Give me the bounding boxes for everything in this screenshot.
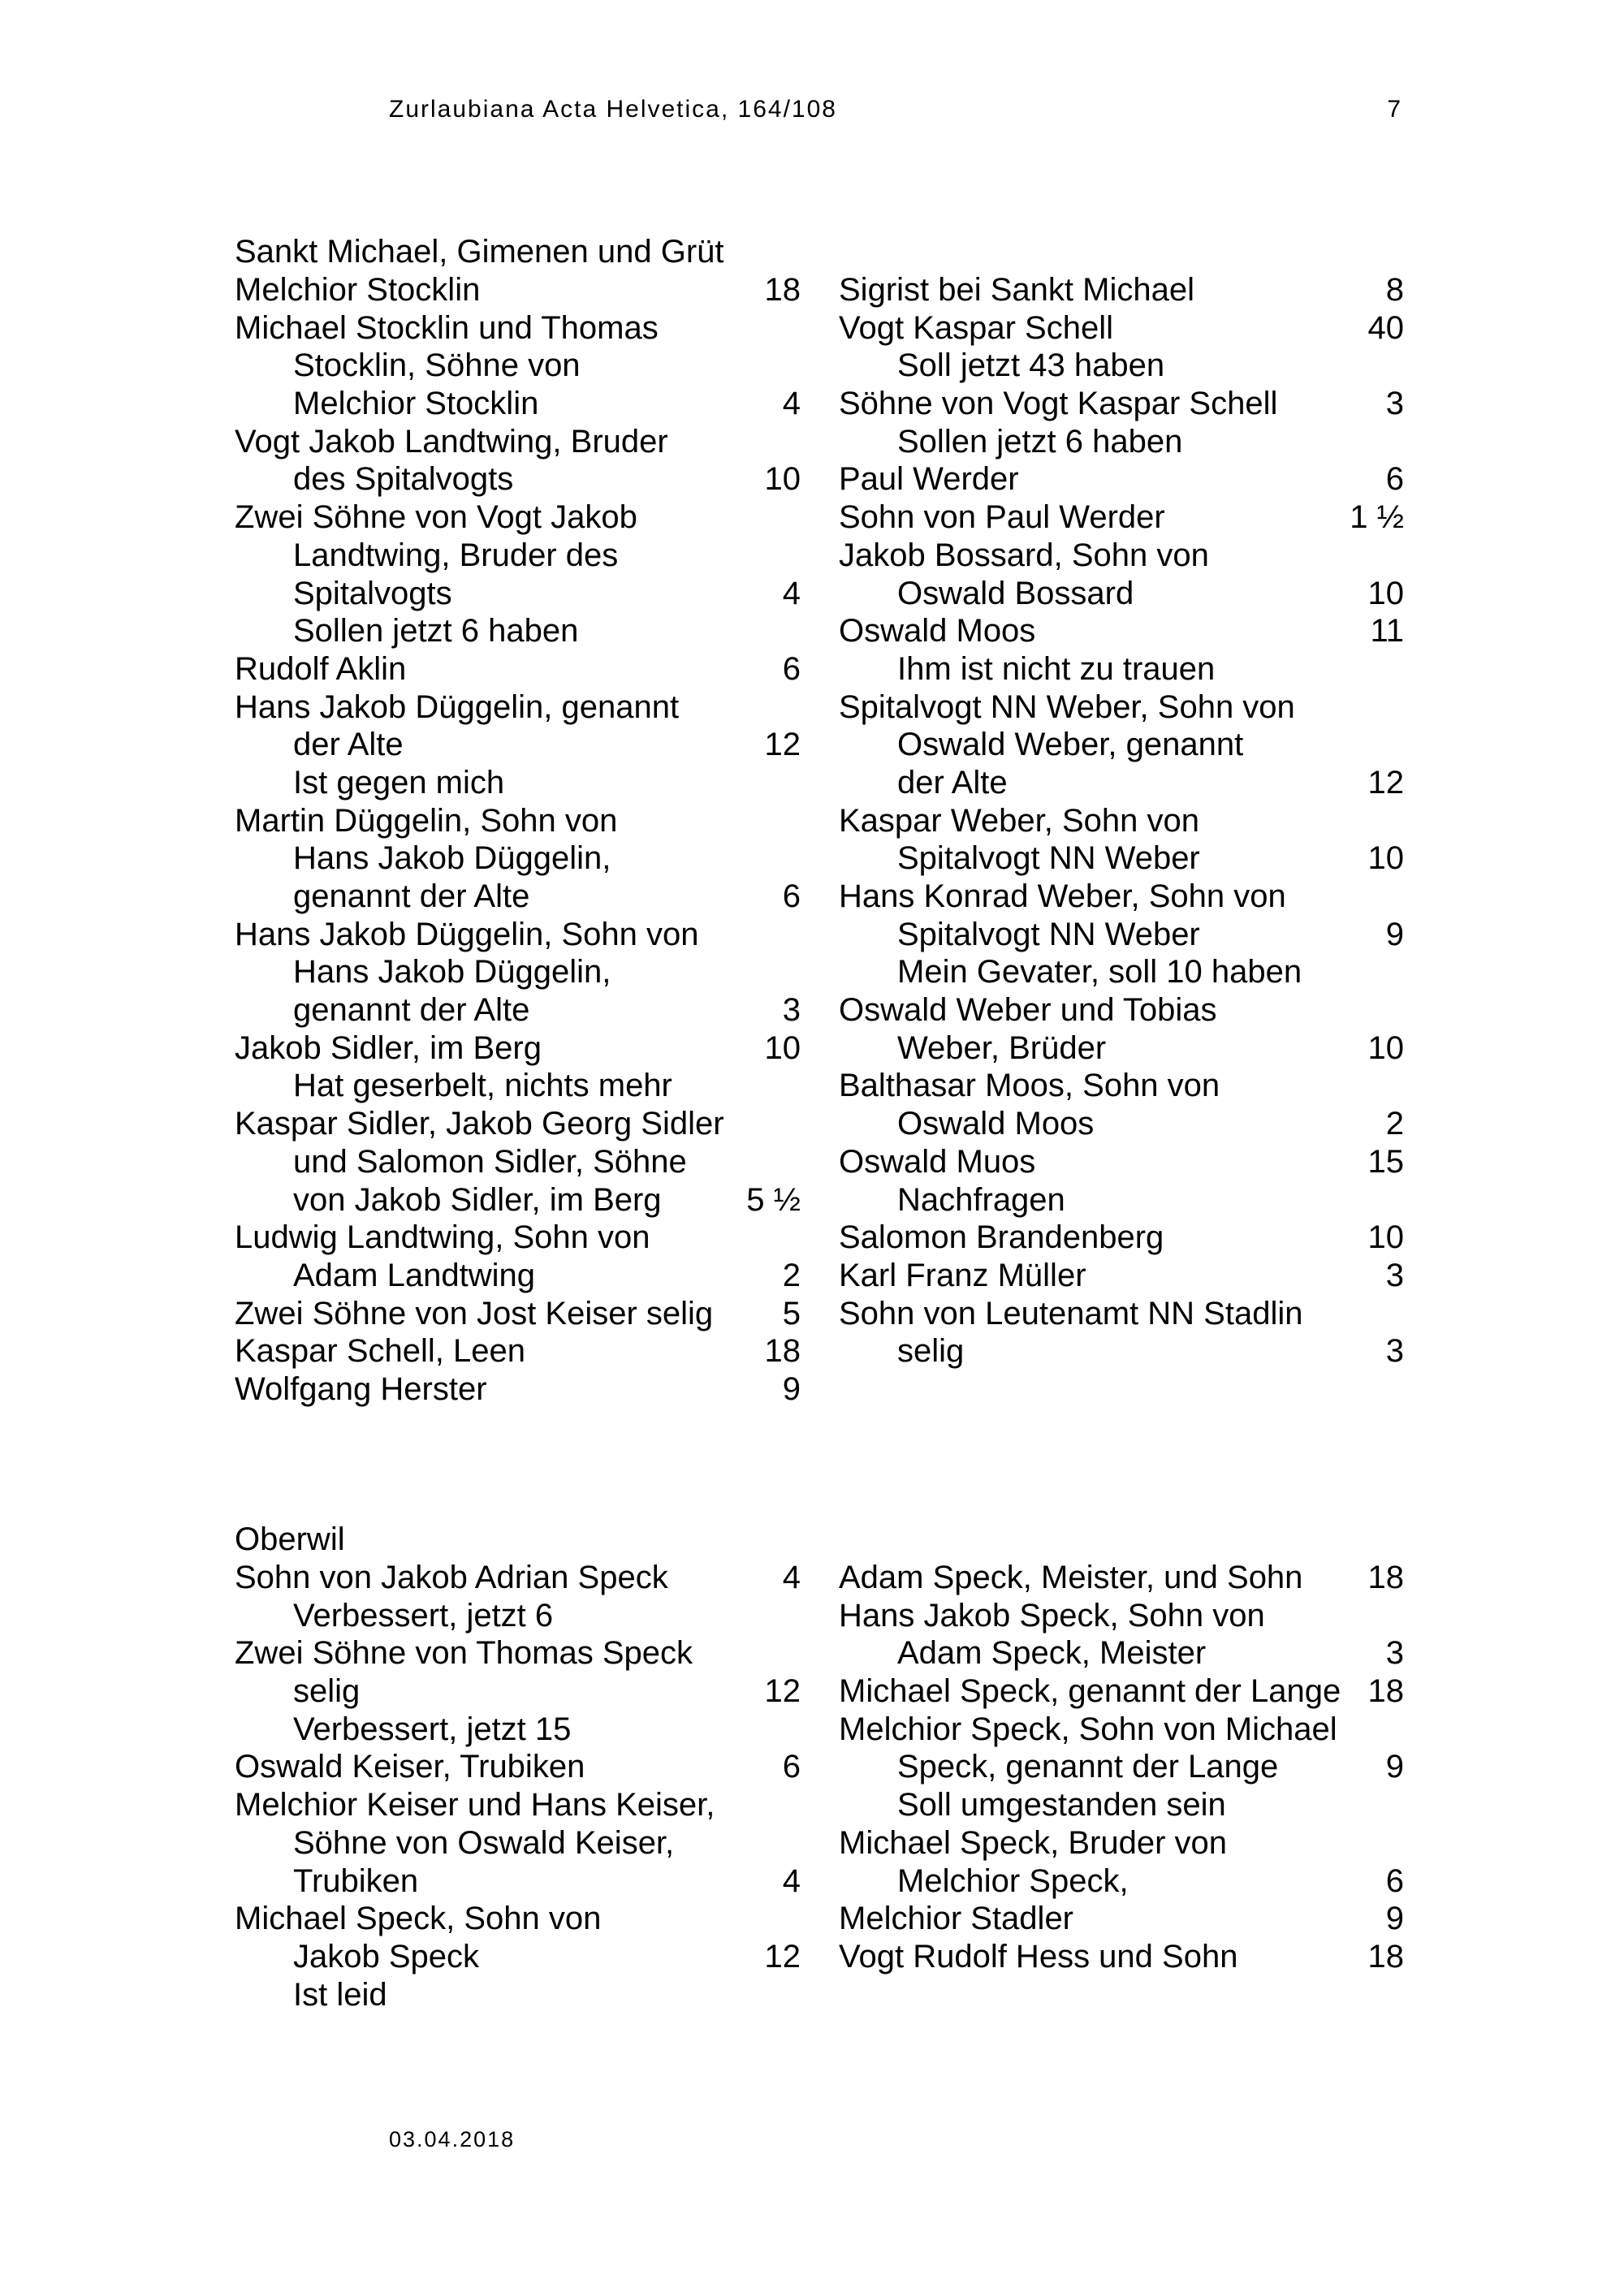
entry-text: Spitalvogt NN Weber	[897, 840, 1200, 877]
entry-text: Melchior Speck, Sohn von Michael	[839, 1711, 1337, 1747]
entry-continuation-line	[235, 575, 801, 613]
entry-value: 12	[764, 727, 801, 763]
entry-name-line	[235, 1219, 801, 1257]
list-entry	[839, 1219, 1404, 1257]
entry-continuation-line	[235, 537, 801, 575]
list-entry	[235, 498, 801, 650]
entry-continuation-line	[235, 1257, 801, 1295]
entry-name-line	[839, 1295, 1404, 1333]
entry-value: 1 ½	[1350, 499, 1404, 536]
entry-value: 18	[1367, 1673, 1404, 1710]
entry-text: genannt der Alte	[293, 992, 530, 1029]
entry-name-line	[839, 1143, 1404, 1181]
entry-name-line	[235, 271, 801, 309]
entry-text: Oswald Weber, genannt	[897, 727, 1244, 763]
entry-text: Stocklin, Söhne von	[293, 347, 581, 384]
left-column	[235, 271, 801, 1409]
entry-text: Hans Konrad Weber, Sohn von	[839, 878, 1286, 914]
right-column	[839, 271, 1404, 1370]
entry-continuation-line	[839, 575, 1404, 613]
entry-continuation-line	[235, 1938, 801, 1976]
entry-text: Weber, Brüder	[897, 1029, 1107, 1066]
entry-continuation-line	[839, 1029, 1404, 1068]
footer-date: 03.04.2018	[389, 2127, 516, 2151]
entry-note: Sollen jetzt 6 haben	[897, 423, 1183, 460]
entry-value: 9	[1385, 1749, 1404, 1785]
entry-note: Nachfragen	[897, 1181, 1065, 1218]
entry-continuation-line	[235, 1672, 801, 1711]
entry-text: Zwei Söhne von Thomas Speck	[235, 1635, 693, 1672]
list-entry	[839, 537, 1404, 612]
entry-value: 9	[782, 1370, 801, 1407]
entry-value: 3	[1385, 1333, 1404, 1370]
list-entry	[235, 650, 801, 688]
entry-text: Kaspar Schell, Leen	[235, 1333, 526, 1370]
entry-value: 10	[1367, 1029, 1404, 1066]
entry-value: 8	[1385, 272, 1404, 308]
entry-continuation-line	[839, 839, 1404, 878]
entry-value: 2	[1385, 1106, 1404, 1142]
section-title: Sankt Michael, Gimenen und Grüt	[235, 234, 724, 270]
list-entry	[839, 1900, 1404, 1938]
list-entry	[235, 1105, 801, 1219]
entry-value: 5 ½	[746, 1181, 801, 1218]
entry-text: Vogt Kaspar Schell	[839, 309, 1113, 346]
entry-value: 9	[1385, 916, 1404, 952]
entry-text: Sohn von Jakob Adrian Speck	[235, 1560, 668, 1595]
entry-text: Michael Speck, Sohn von	[235, 1901, 602, 1937]
entry-value: 5	[782, 1295, 801, 1331]
entry-name-line	[839, 537, 1404, 575]
entry-value: 10	[764, 461, 801, 498]
list-entry	[235, 1332, 801, 1370]
entry-text: Melchior Stocklin	[235, 272, 481, 308]
list-entry	[839, 612, 1404, 688]
entry-text: selig	[293, 1673, 361, 1710]
entry-note: Ihm ist nicht zu trauen	[897, 650, 1216, 687]
entry-text: Melchior Stadler	[839, 1901, 1074, 1937]
entry-name-line	[235, 1559, 801, 1597]
entry-value: 3	[1385, 1257, 1404, 1293]
entry-note: Ist leid	[293, 1976, 387, 2013]
list-entry	[235, 1786, 801, 1900]
list-entry	[839, 271, 1404, 309]
list-entry	[839, 1257, 1404, 1295]
entry-name-line	[235, 1370, 801, 1409]
list-entry	[235, 1370, 801, 1409]
entry-value: 6	[1385, 461, 1404, 498]
entry-value: 18	[764, 272, 801, 308]
list-entry	[839, 385, 1404, 460]
list-entry	[235, 1029, 801, 1105]
entry-text: Michael Stocklin und Thomas	[235, 309, 659, 346]
entry-value: 10	[1367, 575, 1404, 611]
entry-text: Adam Landtwing	[293, 1257, 535, 1293]
entry-continuation-line	[839, 764, 1404, 802]
entry-text: Spitalvogts	[293, 575, 452, 611]
entry-text: Adam Speck, Meister	[897, 1635, 1207, 1672]
entry-text: selig	[897, 1333, 965, 1370]
entry-name-line	[235, 309, 801, 347]
entry-note: Verbessert, jetzt 6	[293, 1597, 554, 1634]
list-entry	[235, 271, 801, 309]
entry-name-line	[839, 309, 1404, 347]
entry-text: Paul Werder	[839, 461, 1019, 498]
entry-note: Verbessert, jetzt 15	[293, 1711, 572, 1747]
entry-name-line	[235, 1105, 801, 1143]
entry-continuation-line	[235, 878, 801, 916]
list-entry	[839, 1143, 1404, 1219]
entry-note: Ist gegen mich	[293, 764, 505, 801]
entry-continuation-line	[839, 1862, 1404, 1901]
entry-continuation-line	[235, 1862, 801, 1901]
entry-name-line	[839, 1067, 1404, 1105]
entry-text: Oswald Keiser, Trubiken	[235, 1749, 585, 1785]
list-entry	[839, 498, 1404, 537]
entry-name-line	[839, 1711, 1404, 1749]
list-entry	[839, 1824, 1404, 1900]
list-entry	[235, 423, 801, 498]
entry-text: Vogt Rudolf Hess und Sohn	[839, 1938, 1238, 1974]
entry-text: Martin Düggelin, Sohn von	[235, 802, 618, 839]
entry-continuation-line	[235, 460, 801, 498]
entry-value: 18	[1367, 1560, 1404, 1595]
list-entry	[235, 1748, 801, 1786]
entry-value: 3	[1385, 1635, 1404, 1672]
entry-name-line	[839, 385, 1404, 423]
entry-text: der Alte	[897, 764, 1008, 801]
right-column	[839, 1559, 1404, 1976]
list-entry	[839, 460, 1404, 498]
entry-name-line	[235, 916, 801, 954]
entry-continuation-line	[839, 726, 1404, 764]
entry-text: Zwei Söhne von Jost Keiser selig	[235, 1295, 714, 1331]
entry-name-line	[839, 802, 1404, 840]
entry-value: 15	[1367, 1143, 1404, 1180]
entry-text: Melchior Keiser und Hans Keiser,	[235, 1787, 715, 1823]
entry-name-line	[839, 1219, 1404, 1257]
entry-name-line	[235, 1295, 801, 1333]
entry-value: 18	[764, 1333, 801, 1370]
entry-value: 40	[1367, 309, 1404, 346]
entry-name-line	[235, 688, 801, 727]
entry-text: Kaspar Weber, Sohn von	[839, 802, 1199, 839]
entry-value: 9	[1385, 1901, 1404, 1937]
list-entry	[839, 1067, 1404, 1142]
entry-name-line	[235, 650, 801, 688]
list-entry	[839, 1711, 1404, 1824]
list-entry	[235, 309, 801, 423]
entry-name-line	[235, 1786, 801, 1824]
entry-continuation-line	[839, 1634, 1404, 1672]
entry-text: Rudolf Aklin	[235, 650, 407, 687]
entry-continuation-line	[235, 726, 801, 764]
entry-value: 10	[764, 1029, 801, 1066]
entry-name-line	[839, 1900, 1404, 1938]
entry-value: 3	[1385, 386, 1404, 422]
entry-name-line	[839, 271, 1404, 309]
entry-text: Balthasar Moos, Sohn von	[839, 1068, 1220, 1104]
entry-continuation-line	[839, 1332, 1404, 1370]
entry-value: 10	[1367, 840, 1404, 877]
entry-name-line	[839, 688, 1404, 727]
list-entry	[235, 802, 801, 916]
entry-value: 11	[1370, 613, 1404, 650]
entry-value: 4	[782, 575, 801, 611]
entry-text: Söhne von Vogt Kaspar Schell	[839, 386, 1278, 422]
entry-text: Oswald Bossard	[897, 575, 1134, 611]
entry-note: Soll umgestanden sein	[897, 1787, 1226, 1823]
entry-text: Hans Jakob Düggelin,	[293, 954, 611, 990]
entry-text: Sohn von Leutenamt NN Stadlin	[839, 1295, 1303, 1331]
entry-name-line	[235, 423, 801, 461]
entry-value: 6	[782, 650, 801, 687]
entry-name-line	[839, 460, 1404, 498]
page-number: 7	[1387, 96, 1401, 123]
entry-text: Trubiken	[293, 1862, 419, 1899]
entry-value: 2	[782, 1257, 801, 1293]
list-entry	[235, 1634, 801, 1748]
list-entry	[839, 309, 1404, 385]
entry-name-line	[235, 1332, 801, 1370]
entry-text: von Jakob Sidler, im Berg	[293, 1181, 662, 1218]
entry-text: Jakob Bossard, Sohn von	[839, 537, 1209, 573]
list-entry	[839, 878, 1404, 991]
entry-continuation-line	[235, 953, 801, 991]
entry-name-line	[839, 991, 1404, 1029]
entry-continuation-line	[235, 347, 801, 385]
entry-text: Michael Speck, genannt der Lange	[839, 1673, 1341, 1710]
entry-name-line	[839, 1824, 1404, 1862]
entry-text: Landtwing, Bruder des	[293, 537, 619, 573]
list-entry	[235, 916, 801, 1029]
entry-text: Söhne von Oswald Keiser,	[293, 1824, 675, 1861]
entry-text: Speck, genannt der Lange	[897, 1749, 1279, 1785]
entry-name-line	[235, 1900, 801, 1938]
entry-continuation-line	[235, 839, 801, 878]
entry-text: Spitalvogt NN Weber, Sohn von	[839, 688, 1295, 725]
entry-name-line	[839, 1597, 1404, 1635]
entry-text: Oswald Muos	[839, 1143, 1036, 1180]
entry-value: 12	[764, 1938, 801, 1974]
entry-text: des Spitalvogts	[293, 461, 514, 498]
entry-value: 18	[1367, 1938, 1404, 1974]
list-entry	[839, 1295, 1404, 1370]
list-entry	[839, 1938, 1404, 1976]
list-entry	[235, 688, 801, 802]
entry-text: Wolfgang Herster	[235, 1370, 487, 1407]
entry-text: Hans Jakob Düggelin, Sohn von	[235, 916, 699, 952]
entry-continuation-line	[839, 1748, 1404, 1786]
entry-value: 6	[1385, 1862, 1404, 1899]
entry-name-line	[839, 878, 1404, 916]
entry-text: Melchior Stocklin	[293, 386, 539, 422]
entry-text: Jakob Speck	[293, 1938, 480, 1974]
list-entry	[235, 1219, 801, 1294]
entry-text: Oswald Moos	[839, 613, 1036, 650]
entry-value: 3	[782, 992, 801, 1029]
entry-continuation-line	[839, 1105, 1404, 1143]
entry-text: Salomon Brandenberg	[839, 1219, 1164, 1256]
header-title: Zurlaubiana Acta Helvetica, 164/108	[389, 96, 837, 123]
entry-name-line	[839, 498, 1404, 537]
entry-text: Zwei Söhne von Vogt Jakob	[235, 499, 637, 536]
entry-text: Sohn von Paul Werder	[839, 499, 1165, 536]
entry-note: Sollen jetzt 6 haben	[293, 613, 579, 650]
entry-text: Melchior Speck,	[897, 1862, 1129, 1899]
entry-value: 4	[782, 1560, 801, 1595]
entry-text: der Alte	[293, 727, 404, 763]
list-entry	[839, 991, 1404, 1067]
list-entry	[839, 688, 1404, 802]
entry-name-line	[839, 1938, 1404, 1976]
entry-continuation-line	[235, 1181, 801, 1219]
entry-continuation-line	[235, 1824, 801, 1862]
entry-text: Sigrist bei Sankt Michael	[839, 272, 1194, 308]
entry-note: Hat geserbelt, nichts mehr	[293, 1068, 672, 1104]
list-entry	[839, 1559, 1404, 1597]
entry-text: Ludwig Landtwing, Sohn von	[235, 1219, 650, 1256]
entry-continuation-line	[839, 916, 1404, 954]
entry-continuation-line	[235, 991, 801, 1029]
left-column	[235, 1559, 801, 2013]
section-title: Oberwil	[235, 1521, 345, 1557]
entry-name-line	[235, 1634, 801, 1672]
entry-value: 6	[782, 878, 801, 914]
entry-text: Karl Franz Müller	[839, 1257, 1086, 1293]
entry-name-line	[235, 1029, 801, 1068]
entry-continuation-line	[235, 1143, 801, 1181]
entry-text: Spitalvogt NN Weber	[897, 916, 1200, 952]
list-entry	[235, 1295, 801, 1333]
entry-name-line	[235, 498, 801, 537]
entry-text: Adam Speck, Meister, und Sohn	[839, 1560, 1303, 1595]
entry-text: Vogt Jakob Landtwing, Bruder	[235, 423, 668, 460]
entry-value: 4	[782, 1862, 801, 1899]
entry-text: Hans Jakob Düggelin, genannt	[235, 688, 680, 725]
entry-note: Soll jetzt 43 haben	[897, 347, 1165, 384]
list-entry	[839, 802, 1404, 878]
entry-name-line	[839, 612, 1404, 650]
entry-value: 4	[782, 386, 801, 422]
entry-value: 6	[782, 1749, 801, 1785]
list-entry	[235, 1559, 801, 1634]
entry-value: 12	[764, 1673, 801, 1710]
list-entry	[839, 1672, 1404, 1711]
entry-text: und Salomon Sidler, Söhne	[293, 1143, 687, 1180]
list-entry	[235, 1900, 801, 2013]
entry-text: Jakob Sidler, im Berg	[235, 1029, 542, 1066]
entry-value: 12	[1367, 764, 1404, 801]
entry-continuation-line	[235, 385, 801, 423]
entry-name-line	[839, 1559, 1404, 1597]
entry-text: Michael Speck, Bruder von	[839, 1824, 1228, 1861]
entry-text: Kaspar Sidler, Jakob Georg Sidler	[235, 1106, 724, 1142]
entry-note: Mein Gevater, soll 10 haben	[897, 954, 1302, 990]
entry-text: Oswald Weber und Tobias	[839, 992, 1217, 1029]
entry-value: 10	[1367, 1219, 1404, 1256]
entry-text: genannt der Alte	[293, 878, 530, 914]
entry-text: Hans Jakob Speck, Sohn von	[839, 1597, 1265, 1634]
entry-text: Oswald Moos	[897, 1106, 1095, 1142]
entry-text: Hans Jakob Düggelin,	[293, 840, 611, 877]
list-entry	[839, 1597, 1404, 1672]
entry-name-line	[235, 1748, 801, 1786]
entry-name-line	[839, 1672, 1404, 1711]
entry-name-line	[839, 1257, 1404, 1295]
entry-name-line	[235, 802, 801, 840]
